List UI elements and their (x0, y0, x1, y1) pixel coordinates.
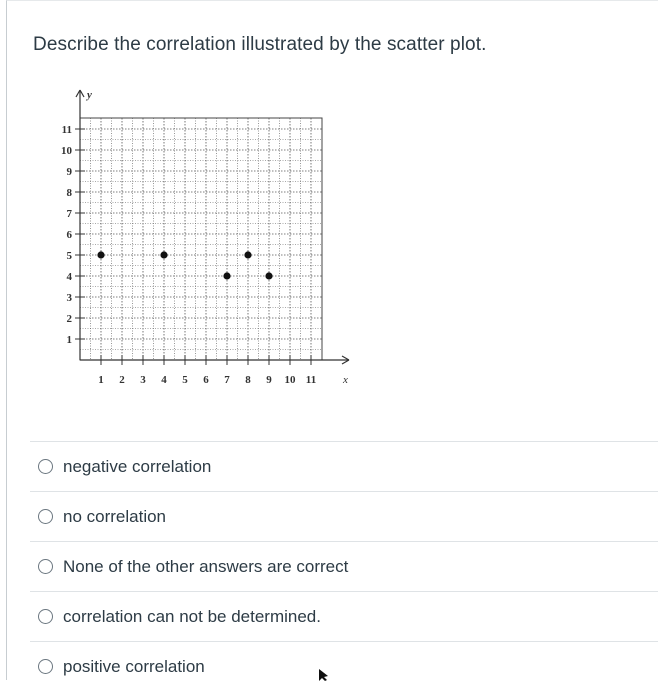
question-text: Describe the correlation illustrated by the scatter plot. (33, 34, 487, 55)
x-tick-label: 6 (203, 374, 209, 386)
radio-button[interactable] (38, 509, 53, 524)
y-tick-label: 1 (66, 334, 72, 346)
y-tick-label: 2 (66, 313, 72, 325)
data-point (97, 251, 104, 258)
data-point (244, 251, 251, 258)
radio-button[interactable] (38, 459, 53, 474)
data-point (160, 251, 167, 258)
answer-option-none-correct[interactable] (30, 541, 658, 591)
y-tick-label: 7 (66, 208, 72, 220)
answer-option-negative[interactable] (30, 441, 658, 491)
answer-label: negative correlation (63, 456, 212, 476)
y-tick-label: 9 (66, 166, 72, 178)
answer-label: positive correlation (63, 656, 205, 676)
radio-button[interactable] (38, 659, 53, 674)
data-point (223, 272, 230, 279)
y-tick-label: 6 (66, 229, 72, 241)
answer-label: correlation can not be determined. (63, 606, 321, 626)
y-tick-label: 11 (61, 124, 72, 136)
radio-button[interactable] (38, 609, 53, 624)
answer-list (30, 441, 658, 691)
x-tick-label: 5 (182, 374, 188, 386)
y-axis-label: y (87, 89, 92, 101)
x-tick-label: 8 (245, 374, 251, 386)
answer-label: no correlation (63, 506, 167, 526)
x-tick-label: 2 (119, 374, 125, 386)
y-tick-label: 8 (66, 187, 72, 199)
x-tick-label: 10 (284, 374, 296, 386)
x-tick-label: 3 (140, 374, 146, 386)
grid-frame (80, 118, 322, 360)
x-tick-label: 9 (266, 374, 272, 386)
answer-option-no-correlation[interactable] (30, 491, 658, 541)
x-tick-label: 11 (305, 374, 317, 386)
x-axis-label: x (343, 374, 348, 386)
x-tick-label: 7 (224, 374, 230, 386)
answer-option-cannot-determine[interactable] (30, 591, 658, 641)
y-tick-label: 5 (66, 250, 72, 262)
answer-label: None of the other answers are correct (63, 556, 349, 576)
radio-button[interactable] (38, 559, 53, 574)
y-tick-label: 10 (61, 145, 72, 157)
y-tick-label: 3 (66, 292, 72, 304)
answer-option-positive[interactable] (30, 641, 658, 691)
data-point (265, 272, 272, 279)
x-tick-label: 4 (161, 374, 167, 386)
x-tick-label: 1 (98, 374, 104, 386)
y-tick-label: 4 (66, 271, 72, 283)
